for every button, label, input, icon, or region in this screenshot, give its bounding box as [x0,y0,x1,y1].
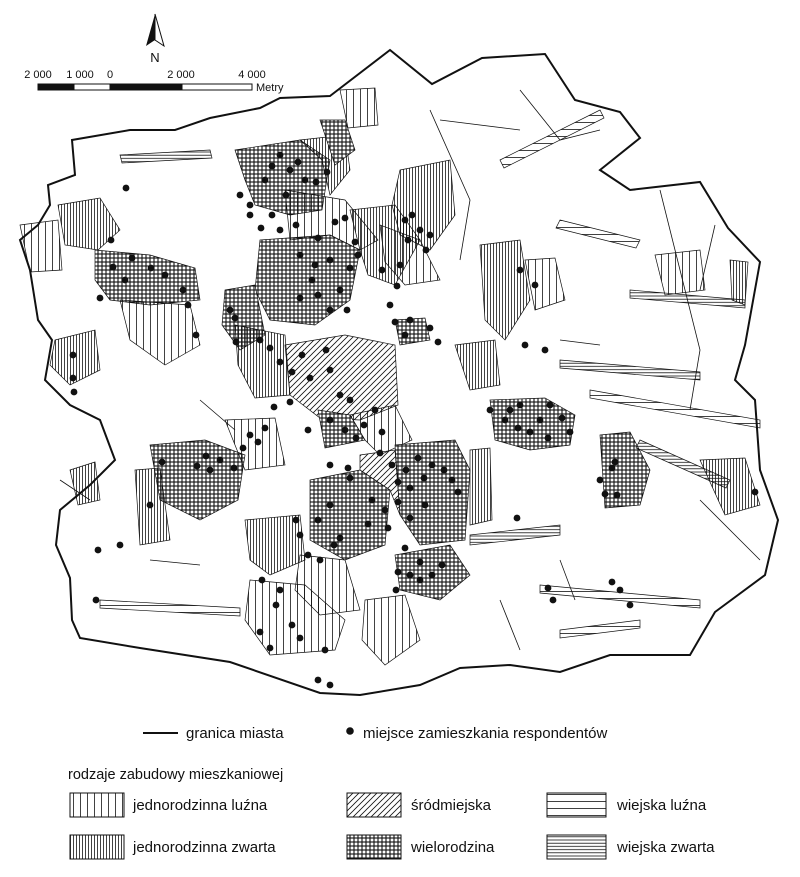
respondent-dot [395,569,402,576]
respondent-dot [372,407,379,414]
respondent-dot [522,342,529,349]
scale-tick-label: 4 000 [238,69,266,81]
area-rural-sparse [560,620,640,638]
respondent-dot [247,202,254,209]
respondent-dot [379,267,386,274]
respondent-dot [207,467,214,474]
respondent-dot [427,325,434,332]
respondent-dot [148,265,155,272]
respondent-dot [297,532,304,539]
respondent-dot [287,167,294,174]
respondent-dot [507,407,514,414]
respondent-dot [315,235,322,242]
area-rural-sparse [556,220,640,248]
respondent-dot [403,467,410,474]
north-arrow [146,14,164,65]
respondent-dot [369,497,376,504]
respondent-dot [322,647,329,654]
respondent-dot [247,212,254,219]
legend-item-label: wiejska zwarta [617,839,715,856]
area-single-family-sparse [362,595,420,665]
legend-boundary-label: granica miasta [186,725,284,742]
respondent-dot [262,425,269,432]
respondent-dot [257,337,264,344]
respondent-dot [247,432,254,439]
respondent-dot [193,332,200,339]
respondent-dot [407,572,414,579]
respondent-dot [271,404,278,411]
respondent-dot [159,459,166,466]
respondent-dot [117,542,124,549]
respondent-dot [267,345,274,352]
scale-tick-label: 1 000 [66,69,94,81]
respondent-dot [129,255,136,262]
respondent-dot [293,517,300,524]
scale-tick-label: 2 000 [24,69,52,81]
respondent-dot [309,277,316,284]
respondent-dot [550,597,557,604]
respondent-dot [439,562,446,569]
respondent-dot [327,257,334,264]
respondent-dot [389,462,396,469]
respondent-dot [297,295,304,302]
respondent-dot [379,429,386,436]
respondent-dot [517,267,524,274]
scale-segment [38,84,74,90]
respondent-dot [217,457,224,464]
respondent-dot [324,169,331,176]
respondent-dot [435,339,442,346]
respondent-dot [532,282,539,289]
respondent-dot [394,283,401,290]
respondent-dot [162,272,169,279]
respondent-dot [257,629,264,636]
respondent-dot [273,602,280,609]
respondent-dot [627,602,634,609]
scale-tick-label: 0 [106,69,114,81]
respondent-dot [361,422,368,429]
respondent-dot [347,265,354,272]
respondent-dot [355,252,362,259]
respondent-dot [347,397,354,404]
respondent-dot [502,417,509,424]
respondent-dot [515,425,522,432]
respondent-dot [110,264,117,271]
legend-respondent-label: miejsce zamieszkania respondentów [363,725,608,742]
respondent-dot [227,307,234,314]
respondent-dot [397,262,404,269]
respondent-dot [269,212,276,219]
area-single-family-sparse [655,250,705,295]
north-label: N [150,50,160,65]
respondent-dot [240,445,247,452]
respondent-dot [315,292,322,299]
respondent-dot [417,577,424,584]
respondent-dot [194,463,201,470]
respondent-dot [302,177,309,184]
respondent-dot [392,319,399,326]
area-single-family-dense [470,448,492,525]
respondent-dot [614,492,621,499]
respondent-dot [559,415,566,422]
respondent-dot [567,429,574,436]
legend-swatch-single-family-dense [70,835,124,859]
respondent-dot [277,587,284,594]
scale-unit: Metry [256,82,284,94]
respondent-dot [237,192,244,199]
respondent-dot [269,163,276,170]
respondent-dot [455,489,462,496]
respondent-dot [327,417,334,424]
legend-swatch-single-family-sparse [70,793,124,817]
respondent-dot [97,295,104,302]
respondent-dot [353,435,360,442]
respondent-dot [429,572,436,579]
respondent-dot [393,587,400,594]
respondent-dot [289,369,296,376]
area-rural-sparse [100,600,240,616]
respondent-dot [297,252,304,259]
respondent-dot [352,239,359,246]
respondent-dot [332,219,339,226]
respondent-dot [337,392,344,399]
respondent-dot [262,177,269,184]
respondent-dot [423,247,430,254]
respondent-dot [108,237,115,244]
respondent-dot [347,475,354,482]
respondent-dot [487,407,494,414]
respondent-dot [122,277,129,284]
respondent-dot [427,232,434,239]
respondent-dot [415,455,422,462]
respondent-dot [71,389,78,396]
respondent-dot [327,462,334,469]
area-single-family-dense [700,458,760,515]
respondent-dot [402,332,409,339]
respondent-dot [180,287,187,294]
respondent-dot [385,525,392,532]
area-rural-dense [560,360,700,380]
respondent-dot [402,545,409,552]
respondent-dot [617,587,624,594]
respondent-dot [147,502,154,509]
respondent-dot [323,347,330,354]
respondent-dot [259,577,266,584]
legend-swatch-downtown [347,793,401,817]
area-downtown [285,335,398,420]
respondent-dot [382,507,389,514]
area-single-family-dense [730,260,748,305]
respondent-dot [547,402,554,409]
respondent-dot [365,521,372,528]
respondent-dot [342,427,349,434]
respondent-dot [514,515,521,522]
area-single-family-sparse [120,300,200,365]
respondent-dot [267,645,274,652]
north-arrow-icon [146,14,155,46]
legend-item-label: wiejska luźna [617,797,707,814]
respondent-dot [327,307,334,314]
respondent-dot [377,450,384,457]
respondent-dot [409,212,416,219]
area-single-family-dense [245,515,305,575]
legend-swatch-rural-dense [547,835,606,859]
legend-item-label: wielorodzina [411,839,495,856]
respondent-dot [417,227,424,234]
respondent-dot [345,465,352,472]
legend-item-label: jednorodzinna zwarta [133,839,276,856]
respondent-dot [203,453,210,460]
respondent-dot [277,227,284,234]
scale-segment [110,84,182,90]
respondent-dot [327,502,334,509]
respondent-dot [387,302,394,309]
respondent-dot [95,547,102,554]
area-rural-sparse [590,390,760,428]
respondent-dot [315,677,322,684]
respondent-dot [537,417,544,424]
respondent-dot [417,559,424,566]
area-single-family-dense [480,240,530,340]
legend-item-label: jednorodzinna luźna [133,797,268,814]
respondent-dot [441,467,448,474]
respondent-dot [597,477,604,484]
respondent-dot [255,439,262,446]
legend-item-label: śródmiejska [411,797,492,814]
respondent-dot [337,535,344,542]
respondent-dot [545,435,552,442]
respondent-dot [312,262,319,269]
respondent-dot [287,399,294,406]
respondent-dot [305,427,312,434]
respondent-dot [429,462,436,469]
respondent-dot [315,517,322,524]
respondent-dot [407,317,414,324]
respondent-dot [331,542,338,549]
respondent-dot [421,475,428,482]
respondent-dot [395,479,402,486]
area-multi-family [310,470,390,560]
area-rural-dense [470,525,560,545]
legend-swatch-multi-family [347,835,401,859]
respondent-dot [277,359,284,366]
respondent-dot [93,597,100,604]
area-multi-family [490,398,575,450]
area-single-family-dense [455,340,500,390]
area-multi-family [95,250,200,305]
respondent-dot [542,347,549,354]
respondent-dot [233,339,240,346]
respondent-dot [305,552,312,559]
area-single-family-sparse [20,220,62,272]
legend-swatch-rural-sparse [547,793,606,817]
respondent-dot [344,307,351,314]
respondent-dot [342,215,349,222]
scale-bar [24,69,284,94]
respondent-dot [185,302,192,309]
respondent-dot [293,222,300,229]
respondent-dot [327,367,334,374]
area-rural-dense [120,150,212,163]
respondent-dot [232,315,239,322]
respondent-dot [517,402,524,409]
respondent-dot [283,192,290,199]
respondent-dot [752,489,759,496]
respondent-dot [295,159,302,166]
respondent-dot [317,557,324,564]
legend-title: rodzaje zabudowy mieszkaniowej [68,767,284,783]
scale-tick-label: 2 000 [167,69,195,81]
respondent-dot [402,217,409,224]
area-single-family-sparse [525,258,565,310]
scale-segment [74,84,110,90]
respondent-dot [123,185,130,192]
respondent-dot [337,287,344,294]
scale-segment [182,84,252,90]
respondent-dot [231,465,238,472]
respondent-dot [609,465,616,472]
respondent-dot [449,477,456,484]
respondent-dot [289,622,296,629]
respondent-dot [612,459,619,466]
respondent-dot [407,515,414,522]
built-up-areas [20,88,760,665]
respondent-dot [527,429,534,436]
legend-respondent-dot [346,727,354,735]
respondent-dot [602,491,609,498]
respondent-dot [277,152,284,159]
respondent-dot [258,225,265,232]
respondent-dot [405,237,412,244]
respondent-dot [609,579,616,586]
respondent-dot [395,499,402,506]
legend [68,725,715,859]
area-rural-sparse [500,110,604,168]
respondent-dot [70,352,77,359]
respondent-dot [307,375,314,382]
respondent-dot [299,352,306,359]
respondent-dot [297,635,304,642]
respondent-dot [422,502,429,509]
respondent-dot [313,179,320,186]
respondent-dot [407,485,414,492]
respondent-dot [327,682,334,689]
respondent-dot [70,375,77,382]
respondent-dot [545,585,552,592]
